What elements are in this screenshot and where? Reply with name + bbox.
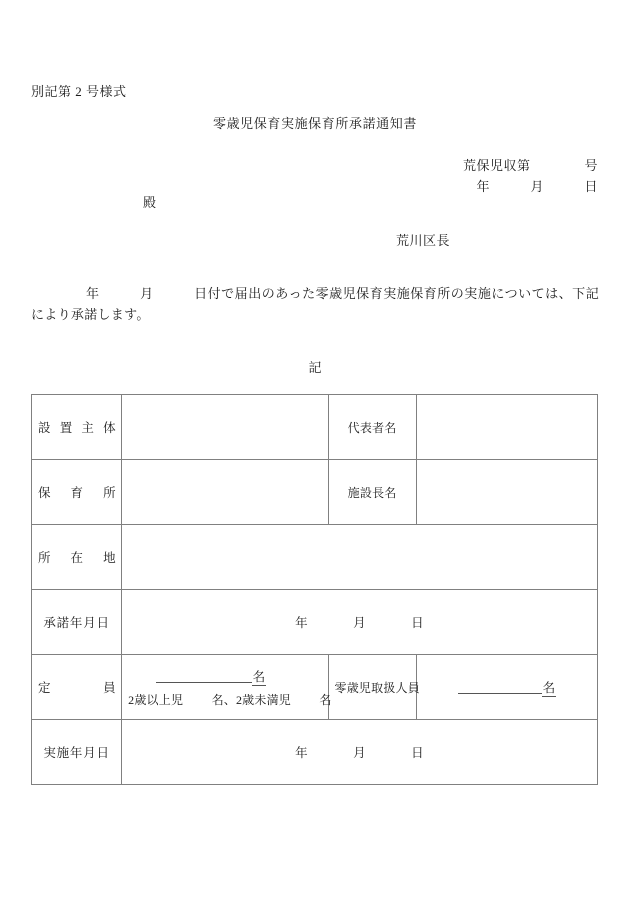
row-label-approval-date-text: 承諾年月日 [43,616,110,630]
row-value-nursery[interactable] [122,460,328,525]
row-value-representative[interactable] [416,395,597,460]
approval-date-year: 年 [295,616,309,630]
row-label-director: 施設長名 [328,460,416,525]
row-value-capacity[interactable] [122,655,332,720]
capacity-over-two-label: 2歳以上児 [128,692,184,707]
table-row [32,460,598,525]
table-row [32,525,598,590]
approval-date-day: 日 [411,616,424,630]
row-value-implementation-date[interactable] [122,720,598,785]
infant-staff-unit: 名 [542,678,557,697]
approval-date-month: 月 [353,616,367,630]
row-label-nursery [32,460,122,525]
capacity-under-two-unit: 名 [319,692,332,707]
table-row [32,395,598,460]
row-label-approval-date [32,590,122,655]
table-row [32,720,598,785]
table-row [32,590,598,655]
form-code-label: 別記第 2 号様式 [31,84,127,99]
row-label-nursery-text: 保育所 [38,486,116,500]
implementation-date-year: 年 [295,746,309,760]
infant-staff-blank[interactable] [458,693,542,694]
row-value-establisher[interactable] [122,395,328,460]
document-title: 零歳児保育実施保育所承諾通知書 [212,116,417,131]
row-value-infant-staff[interactable] [416,655,597,720]
implementation-date-day: 日 [411,746,424,760]
row-label-implementation-date-text: 実施年月日 [43,746,110,760]
row-label-capacity-text: 定員 [38,681,116,695]
notification-details-table [31,394,598,785]
document-date-line: 年 月 日 [476,179,598,194]
row-label-implementation-date [32,720,122,785]
row-label-establisher-text: 設置主体 [38,421,116,435]
body-paragraph: 年 月 日付で届出のあった零歳児保育実施保育所の実施については、下記により承諾します。 [31,286,599,322]
capacity-total-blank[interactable] [156,682,252,683]
row-label-establisher [32,395,122,460]
issuer-name: 荒川区長 [396,233,451,248]
row-value-director[interactable] [416,460,597,525]
row-label-capacity [32,655,122,720]
capacity-total-line [128,667,321,686]
addressee-honorific: 殿 [143,195,157,210]
capacity-total-unit: 名 [252,667,267,686]
row-value-approval-date[interactable] [122,590,598,655]
row-label-representative: 代表者名 [328,395,416,460]
document-number-line: 荒保児収第 号 [462,158,598,173]
ki-marker: 記 [308,360,322,375]
row-label-infant-staff: 零歳児取扱人員 [328,655,416,720]
table-row [32,655,598,720]
capacity-breakdown-line [128,691,332,708]
capacity-over-two-unit: 名、2歳未満児 [211,692,291,707]
row-value-address[interactable] [122,525,598,590]
implementation-date-month: 月 [353,746,367,760]
row-label-address-text: 所在地 [38,551,116,565]
row-label-address [32,525,122,590]
